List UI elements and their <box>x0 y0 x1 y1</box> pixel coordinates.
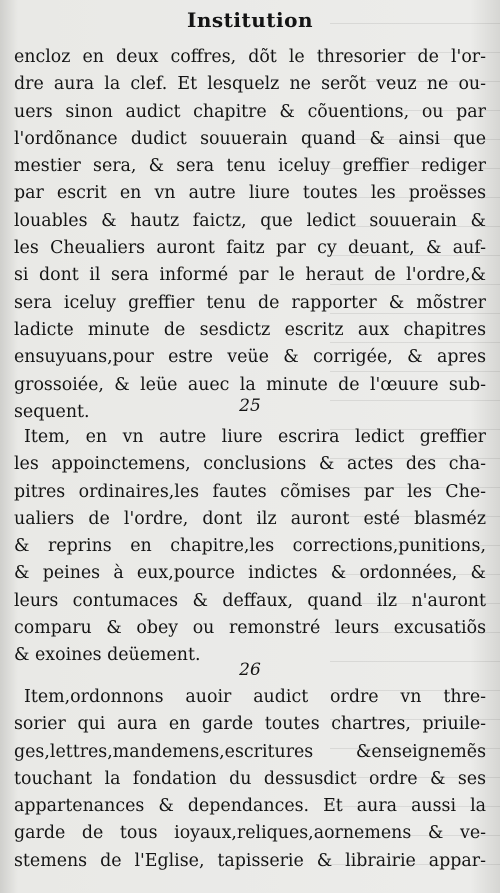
text-line: dre aura la clef. Et lesquelz ne serõt veuz ne ou- <box>14 74 486 95</box>
text-line: appartenances & dependances. Et aura aussi la <box>14 796 486 817</box>
text-line: sequent. <box>14 401 90 422</box>
article-paragraph <box>14 424 486 670</box>
text-line: par escrit en vn autre liure toutes les proësses <box>14 183 486 204</box>
text-line: garde de tous ioyaux,reliques,aornemens & ve- <box>14 823 486 844</box>
text-line: & reprins en chapitre,les corrections,punitions, <box>14 536 486 557</box>
text-line: encloz en deux coffres, dõt le thresorier de l'or- <box>14 47 486 67</box>
text-line: les Cheualiers auront faitz par cy deuant, & auf- <box>14 238 486 259</box>
text-line: grossoiée, & leüe auec la minute de l'œuure sub- <box>14 374 486 395</box>
text-line: comparu & obey ou remonstré leurs excusatiõs <box>14 618 486 639</box>
text-line: ensuyuans,pour estre veüe & corrigée, & apres <box>14 347 486 368</box>
text-line: & exoines deüement. <box>14 645 201 666</box>
text-line: & peines à eux,pource indictes & ordonnées, & <box>14 563 486 584</box>
text-line: ladicte minute de sesdictz escritz aux chapitres <box>14 319 486 340</box>
text-line: pitres ordinaires,les fautes cõmises par les Che- <box>14 481 486 502</box>
text-line: si dont il sera informé par le heraut de l'ordre,& <box>14 265 486 286</box>
text-line: touchant la fondation du dessusdict ordre & ses <box>14 768 486 789</box>
text-line: uers sinon audict chapitre & cõuentions, ou par <box>14 101 486 122</box>
article-number: 26 <box>239 660 261 680</box>
text-line: mestier sera, & sera tenu iceluy greffier rediger <box>14 156 486 177</box>
text-line: sera iceluy greffier tenu de rapporter & mõstrer <box>14 292 486 313</box>
article-paragraph <box>14 684 486 875</box>
running-header: Institution <box>187 8 313 32</box>
article-number: 25 <box>239 396 261 416</box>
text-line: ges,lettres,mandemens,escritures &enseignemẽs <box>14 741 486 762</box>
text-line: sorier qui aura en garde toutes chartres, priuile- <box>14 714 486 735</box>
text-line: stemens de l'Eglise, tapisserie & librairie appar- <box>14 850 486 871</box>
text-line: Item, en vn autre liure escrira ledict greffier <box>24 427 486 447</box>
text-line: Item,ordonnons auoir audict ordre vn thre- <box>24 687 486 707</box>
text-line: leurs contumaces & deffaux, quand ilz n'auront <box>14 590 486 611</box>
text-line: ualiers de l'ordre, dont ilz auront esté blasméz <box>14 508 486 529</box>
text-line: louables & hautz faictz, que ledict souuerain & <box>14 210 486 231</box>
text-line: les appoinctemens, conclusions & actes des cha- <box>14 454 486 475</box>
text-line: l'ordõnance dudict souuerain quand & ainsi que <box>14 128 486 149</box>
paragraph-continuation <box>14 44 486 426</box>
